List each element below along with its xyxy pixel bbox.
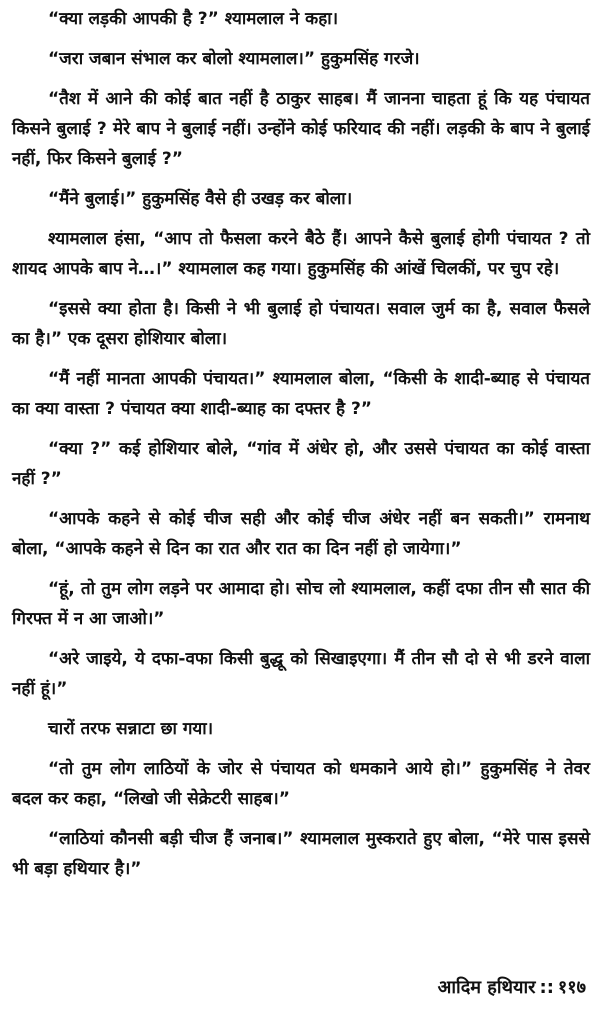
paragraph: “मैंने बुलाई।” हुकुमसिंह वैसे ही उखड़ कर बोला।: [48, 189, 353, 209]
page-number: ११७: [557, 977, 586, 998]
paragraph: “तैश में आने की कोई बात नहीं है ठाकुर साहब। मैं जानना चाहता हूं कि यह पंचायत किसने बुलाई ? मेरे बाप ने बुलाई नहीं। उन्होंने कोई फरियाद की नहीं। लड़की के बाप ने बुलाई नहीं, फिर किसने बुलाई ?”: [12, 89, 590, 169]
paragraph: “क्या ?” कई होशियार बोले, “गांव में अंधेर हो, और उससे पंचायत का कोई वास्ता नहीं ?”: [12, 439, 590, 489]
paragraph: “अरे जाइये, ये दफा-वफा किसी बुद्धू को सिखाइएगा। मैं तीन सौ दो से भी डरने वाला नहीं हूं।”: [12, 649, 590, 699]
paragraph: “तो तुम लोग लाठियों के जोर से पंचायत को धमकाने आये हो।” हुकुमसिंह ने तेवर बदल कर कहा, “लिखो जी सेक्रेटरी साहब।”: [12, 759, 590, 809]
footer-separator: ::: [539, 977, 554, 998]
paragraph: “हूं, तो तुम लोग लड़ने पर आमादा हो। सोच लो श्यामलाल, कहीं दफा तीन सौ सात की गिरफ्त में न आ जाओ।”: [12, 579, 590, 629]
paragraph: “लाठियां कौनसी बड़ी चीज हैं जनाब।” श्यामलाल मुस्कराते हुए बोला, “मेरे पास इससे भी बड़ा हथियार है।”: [12, 829, 590, 879]
paragraph: “जरा जबान संभाल कर बोलो श्यामलाल।” हुकुमसिंह गरजे।: [48, 49, 420, 69]
page-footer: [438, 975, 586, 999]
paragraph: चारों तरफ सन्नाटा छा गया।: [48, 719, 214, 739]
paragraph: “क्या लड़की आपकी है ?” श्यामलाल ने कहा।: [48, 9, 339, 29]
body-text: [12, 4, 590, 884]
paragraph: “आपके कहने से कोई चीज सही और कोई चीज अंधेर नहीं बन सकती।” रामनाथ बोला, “आपके कहने से दिन का रात और रात का दिन नहीं हो जायेगा।”: [12, 509, 590, 559]
paragraph: श्यामलाल हंसा, “आप तो फैसला करने बैठे हैं। आपने कैसे बुलाई होगी पंचायत ? तो शायद आपके बाप ने…।” श्यामलाल कह गया। हुकुमसिंह की आंखें चिलकीं, पर चुप रहे।: [12, 229, 590, 279]
book-title: आदिम हथियार: [437, 977, 536, 998]
paragraph: “मैं नहीं मानता आपकी पंचायत।” श्यामलाल बोला, “किसी के शादी-ब्याह से पंचायत का क्या वास्ता ? पंचायत क्या शादी-ब्याह का दफ्तर है ?”: [12, 369, 590, 419]
paragraph: “इससे क्या होता है। किसी ने भी बुलाई हो पंचायत। सवाल जुर्म का है, सवाल फैसले का है।” एक दूसरा होशियार बोला।: [12, 299, 590, 349]
